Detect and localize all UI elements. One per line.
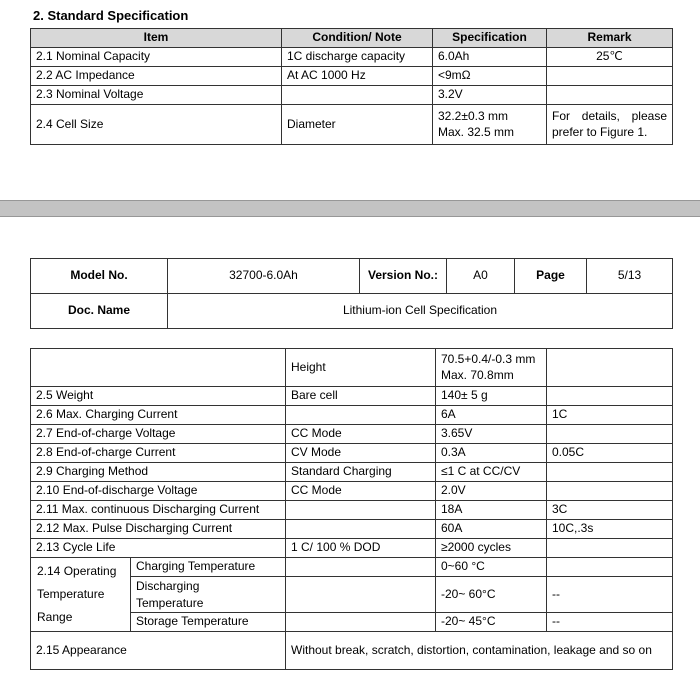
model-no-value: 32700-6.0Ah bbox=[168, 259, 360, 294]
item-cell: 2.2 AC Impedance bbox=[31, 67, 282, 86]
condition-cell: At AC 1000 Hz bbox=[282, 67, 433, 86]
condition-cell: 1 C/ 100 % DOD bbox=[286, 539, 436, 558]
spec-cell: 140± 5 g bbox=[436, 387, 547, 406]
remark-cell: 10C,.3s bbox=[547, 520, 673, 539]
item-cell: 2.8 End-of-charge Current bbox=[31, 444, 286, 463]
section-title: 2. Standard Specification bbox=[33, 8, 189, 23]
spec-cell: 60A bbox=[436, 520, 547, 539]
condition-cell: 1C discharge capacity bbox=[282, 48, 433, 67]
condition-cell: CC Mode bbox=[286, 482, 436, 501]
remark-cell: -- bbox=[547, 613, 673, 632]
condition-cell: CV Mode bbox=[286, 444, 436, 463]
header-remark: Remark bbox=[547, 29, 673, 48]
item-cell: 2.4 Cell Size bbox=[31, 105, 282, 145]
doc-header-row-2 bbox=[31, 294, 673, 329]
sub-item-cell: Charging Temperature bbox=[131, 558, 286, 577]
item-cell: 2.6 Max. Charging Current bbox=[31, 406, 286, 425]
item-cell: 2.5 Weight bbox=[31, 387, 286, 406]
spec-line-1: 70.5+0.4/-0.3 mm bbox=[441, 351, 536, 366]
item-cell: 2.1 Nominal Capacity bbox=[31, 48, 282, 67]
appearance-text-cell: Without break, scratch, distortion, contamination, leakage and so on bbox=[286, 632, 673, 670]
spec-table bbox=[30, 28, 673, 145]
sub-item-cell: Storage Temperature bbox=[131, 613, 286, 632]
condition-cell: Bare cell bbox=[286, 387, 436, 406]
version-no-value: A0 bbox=[447, 259, 515, 294]
header-condition: Condition/ Note bbox=[282, 29, 433, 48]
spec-cell: 6A bbox=[436, 406, 547, 425]
sub-item-cell bbox=[131, 577, 286, 613]
remark-cell bbox=[547, 86, 673, 105]
remark-cell: 3C bbox=[547, 501, 673, 520]
remark-cell bbox=[547, 387, 673, 406]
table-row bbox=[31, 482, 673, 501]
table-row bbox=[31, 558, 673, 577]
page-label: Page bbox=[515, 259, 587, 294]
doc-name-value: Lithium-ion Cell Specification bbox=[168, 294, 673, 329]
page-value: 5/13 bbox=[587, 259, 673, 294]
remark-cell bbox=[547, 425, 673, 444]
remark-cell: 0.05C bbox=[547, 444, 673, 463]
table-row bbox=[31, 67, 673, 86]
spec-cell: 0.3A bbox=[436, 444, 547, 463]
item-cell: 2.9 Charging Method bbox=[31, 463, 286, 482]
table-row bbox=[31, 501, 673, 520]
condition-cell bbox=[286, 558, 436, 577]
spec-cell bbox=[436, 349, 547, 387]
condition-cell bbox=[286, 520, 436, 539]
remark-cell bbox=[547, 539, 673, 558]
doc-name-label: Doc. Name bbox=[31, 294, 168, 329]
item-cell: 2.3 Nominal Voltage bbox=[31, 86, 282, 105]
table-row bbox=[31, 520, 673, 539]
remark-cell bbox=[547, 463, 673, 482]
header-specification: Specification bbox=[433, 29, 547, 48]
item-cell: 2.7 End-of-charge Voltage bbox=[31, 425, 286, 444]
item-cell: 2.11 Max. continuous Discharging Current bbox=[31, 501, 286, 520]
spec-cell: -20~ 45°C bbox=[436, 613, 547, 632]
table-row bbox=[31, 632, 673, 670]
condition-cell bbox=[286, 406, 436, 425]
table-row bbox=[31, 406, 673, 425]
doc-header-row-1 bbox=[31, 259, 673, 294]
table-row bbox=[31, 105, 673, 145]
table-row bbox=[31, 86, 673, 105]
condition-cell bbox=[286, 501, 436, 520]
remark-cell bbox=[547, 558, 673, 577]
condition-cell: Standard Charging bbox=[286, 463, 436, 482]
spec-cell bbox=[433, 105, 547, 145]
spec-cell: -20~ 60°C bbox=[436, 577, 547, 613]
condition-cell: Height bbox=[286, 349, 436, 387]
condition-cell: CC Mode bbox=[286, 425, 436, 444]
spec-line-2: Max. 70.8mm bbox=[441, 367, 514, 382]
remark-cell bbox=[547, 482, 673, 501]
spec-cell: <9mΩ bbox=[433, 67, 547, 86]
table-row bbox=[31, 387, 673, 406]
condition-cell bbox=[282, 86, 433, 105]
page-break-band bbox=[0, 200, 700, 217]
spec-table-header-row bbox=[31, 29, 673, 48]
model-no-label: Model No. bbox=[31, 259, 168, 294]
spec-cell: 3.65V bbox=[436, 425, 547, 444]
remark-cell: 1C bbox=[547, 406, 673, 425]
spec-cell: ≥2000 cycles bbox=[436, 539, 547, 558]
version-no-label: Version No.: bbox=[360, 259, 447, 294]
spec-cell: 3.2V bbox=[433, 86, 547, 105]
spec-cell: 6.0Ah bbox=[433, 48, 547, 67]
spec-line-2: Max. 32.5 mm bbox=[438, 124, 515, 139]
spec-table-continued bbox=[30, 348, 673, 670]
spec-cell: 0~60 °C bbox=[436, 558, 547, 577]
spec-cell: ≤1 C at CC/CV bbox=[436, 463, 547, 482]
sub-item-label: Discharging Temperature bbox=[136, 579, 204, 610]
table-row bbox=[31, 425, 673, 444]
remark-cell bbox=[547, 67, 673, 86]
condition-cell bbox=[286, 613, 436, 632]
table-row bbox=[31, 444, 673, 463]
item-cell bbox=[31, 349, 286, 387]
remark-cell: 25℃ bbox=[547, 48, 673, 67]
item-group-cell: 2.14 Operating Temperature Range bbox=[31, 558, 131, 632]
remark-cell bbox=[547, 349, 673, 387]
spec-line-1: 32.2±0.3 mm bbox=[438, 108, 508, 123]
table-row bbox=[31, 463, 673, 482]
spec-cell: 2.0V bbox=[436, 482, 547, 501]
doc-header-table bbox=[30, 258, 673, 329]
table-row bbox=[31, 539, 673, 558]
table-row bbox=[31, 349, 673, 387]
remark-cell: -- bbox=[547, 577, 673, 613]
item-cell: 2.13 Cycle Life bbox=[31, 539, 286, 558]
item-cell: 2.15 Appearance bbox=[31, 632, 286, 670]
item-cell: 2.12 Max. Pulse Discharging Current bbox=[31, 520, 286, 539]
remark-cell: For details, please prefer to Figure 1. bbox=[547, 105, 673, 145]
header-item: Item bbox=[31, 29, 282, 48]
condition-cell: Diameter bbox=[282, 105, 433, 145]
item-cell: 2.10 End-of-discharge Voltage bbox=[31, 482, 286, 501]
table-row bbox=[31, 48, 673, 67]
spec-cell: 18A bbox=[436, 501, 547, 520]
condition-cell bbox=[286, 577, 436, 613]
